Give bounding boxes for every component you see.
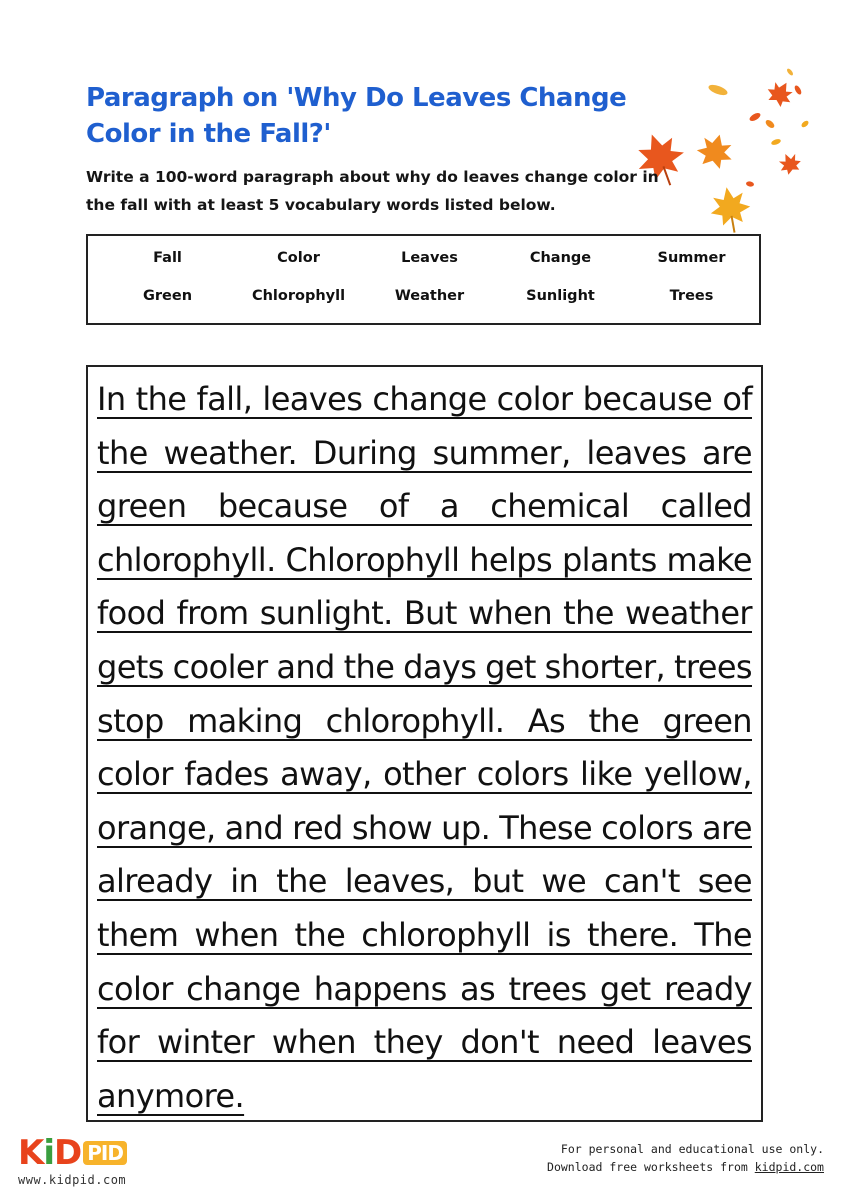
vocab-word: Chlorophyll bbox=[251, 288, 346, 304]
vocab-word: Leaves bbox=[401, 250, 458, 266]
vocabulary-box bbox=[86, 234, 761, 325]
logo-wordmark bbox=[18, 1133, 127, 1173]
vocab-word: Color bbox=[277, 250, 320, 266]
maple-leaf-icon bbox=[707, 184, 754, 236]
maple-leaf-icon bbox=[694, 130, 737, 171]
logo-badge: PID bbox=[83, 1141, 127, 1165]
vocab-word: Change bbox=[529, 250, 592, 266]
leaf-icon bbox=[770, 138, 781, 146]
leaf-icon bbox=[748, 111, 761, 122]
kidpid-logo bbox=[18, 1133, 127, 1187]
maple-leaf-icon bbox=[763, 76, 798, 110]
vocab-word: Weather bbox=[394, 288, 465, 304]
leaf-icon bbox=[800, 120, 809, 129]
leaf-icon bbox=[707, 83, 729, 97]
leaf-icon bbox=[746, 181, 755, 187]
vocab-word: Fall bbox=[153, 250, 182, 266]
leaf-icon bbox=[793, 84, 802, 95]
logo-url: www.kidpid.com bbox=[18, 1173, 127, 1187]
footer-link[interactable]: kidpid.com bbox=[754, 1160, 824, 1174]
page-title: Paragraph on 'Why Do Leaves Change Color in the Fall?' bbox=[86, 83, 627, 149]
leaf-icon bbox=[786, 68, 794, 77]
vocab-word: Summer bbox=[657, 250, 726, 266]
vocab-word: Trees bbox=[669, 288, 714, 304]
vocab-word: Sunlight bbox=[526, 288, 595, 304]
instructions-text: Write a 100-word paragraph about why do leaves change color in the fall with at least 5 vocabulary words listed below. bbox=[86, 168, 659, 214]
paragraph-box bbox=[86, 365, 763, 1122]
paragraph-text: In the fall, leaves change color because of the weather. During summer, leaves are green because of a chemical called chlorophyll. Chlorophyll helps plants make food from sunlight. But when the weather gets cooler and the days get shorter, trees stop making chlorophyll. As the green color fades away, other colors like yellow, orange, and red show up. These colors are already in the leaves, but we can't see them when the chlorophyll is there. The color change happens as trees get ready for winter when they don't need leaves anymore. bbox=[97, 380, 752, 1115]
logo-letter: K bbox=[18, 1133, 44, 1173]
footer-notice bbox=[547, 1140, 824, 1176]
footer-download-prefix: Download free worksheets from bbox=[547, 1160, 755, 1174]
vocab-word: Green bbox=[142, 288, 193, 304]
footer-download-line bbox=[547, 1158, 824, 1176]
vocabulary-grid bbox=[102, 247, 757, 307]
logo-letter: D bbox=[54, 1133, 82, 1173]
leaf-icon bbox=[764, 118, 776, 129]
footer-usage-line: For personal and educational use only. bbox=[560, 1142, 824, 1156]
maple-leaf-icon bbox=[775, 149, 803, 176]
logo-letter: i bbox=[43, 1133, 55, 1173]
